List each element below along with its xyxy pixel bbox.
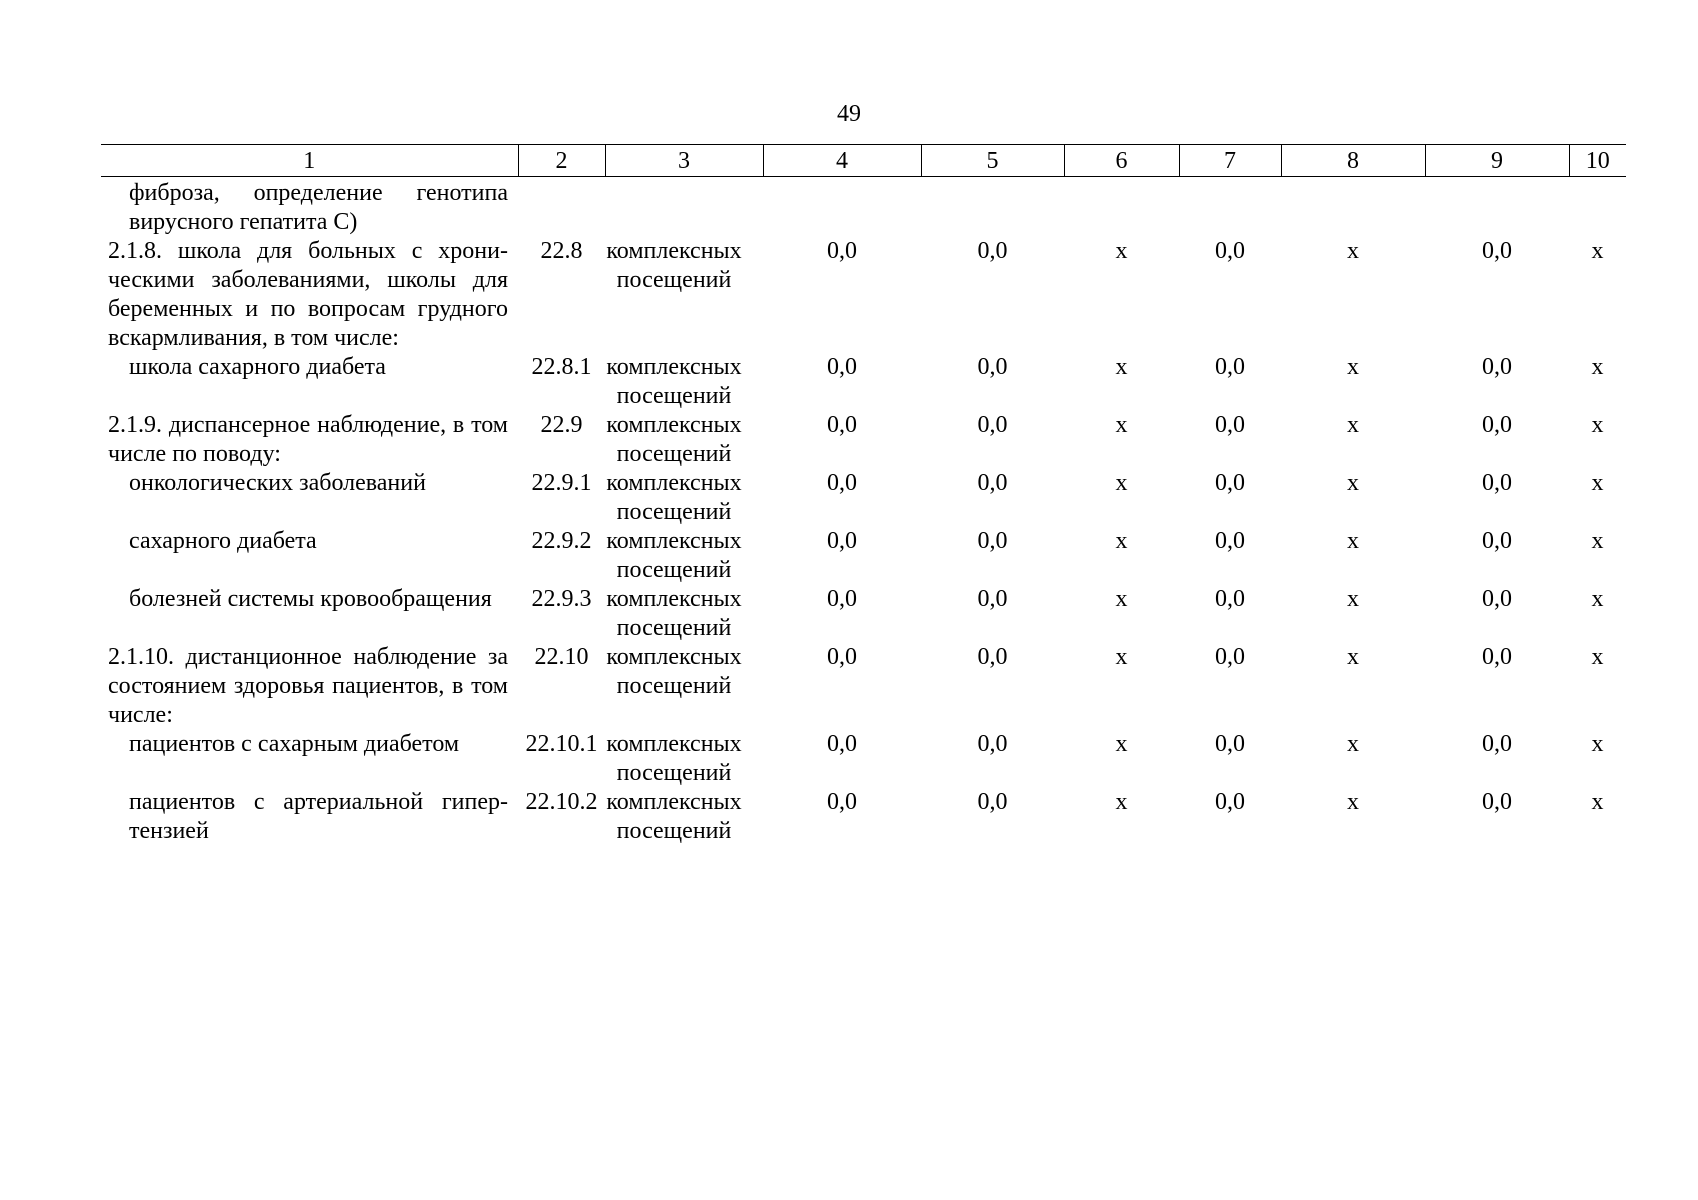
row-unit: комплексных посещений bbox=[606, 586, 742, 641]
row-value-col8: х bbox=[1347, 644, 1359, 670]
row-code: 22.9.2 bbox=[531, 528, 592, 554]
row-name: пациентов с сахарным диабетом bbox=[129, 731, 460, 757]
row-value-col4: 0,0 bbox=[827, 586, 857, 612]
row-value-col7: 0,0 bbox=[1215, 354, 1245, 380]
row-value-col4: 0,0 bbox=[827, 238, 857, 264]
row-value-col4 bbox=[763, 177, 921, 238]
row-unit: комплексных посещений bbox=[606, 731, 742, 786]
row-value-col10: х bbox=[1591, 238, 1604, 264]
row-value-col4: 0,0 bbox=[827, 731, 857, 757]
row-unit bbox=[605, 177, 763, 238]
row-value-col10: х bbox=[1591, 644, 1604, 670]
row-code: 22.9.1 bbox=[531, 470, 592, 496]
row-value-col7: 0,0 bbox=[1215, 238, 1245, 264]
table-row bbox=[101, 411, 1626, 469]
row-code: 22.8.1 bbox=[531, 354, 592, 380]
row-code: 22.8 bbox=[540, 238, 583, 264]
row-unit: комплексных посещений bbox=[606, 470, 742, 525]
row-value-col6: х bbox=[1115, 586, 1128, 612]
row-value-col5: 0,0 bbox=[977, 528, 1008, 554]
row-value-col4: 0,0 bbox=[827, 644, 857, 670]
row-value-col6: х bbox=[1115, 412, 1128, 438]
row-value-col5: 0,0 bbox=[977, 586, 1008, 612]
column-header-10: 10 bbox=[1569, 145, 1626, 177]
data-table bbox=[101, 144, 1626, 846]
row-value-col7: 0,0 bbox=[1215, 586, 1245, 612]
row-value-col9 bbox=[1425, 177, 1569, 238]
table-body bbox=[101, 177, 1626, 847]
column-header-8: 8 bbox=[1281, 145, 1425, 177]
row-name: 2.1.10. дистанционное наблюдение за состоянием здоровья пациентов, в том числе: bbox=[108, 644, 508, 728]
row-value-col10: х bbox=[1591, 731, 1604, 757]
row-unit: комплексных посещений bbox=[606, 644, 742, 699]
row-value-col8: х bbox=[1347, 789, 1359, 815]
table-row bbox=[101, 469, 1626, 527]
table-row bbox=[101, 585, 1626, 643]
row-value-col7: 0,0 bbox=[1215, 412, 1245, 438]
row-value-col9: 0,0 bbox=[1482, 644, 1512, 670]
row-name: 2.1.8. школа для больных с хроническими заболеваниями, школы для беременных и по вопросам грудного вскармливания, в том числе: bbox=[108, 238, 508, 351]
row-value-col9: 0,0 bbox=[1482, 354, 1512, 380]
column-header-3: 3 bbox=[605, 145, 763, 177]
table-row bbox=[101, 527, 1626, 585]
row-value-col8: х bbox=[1347, 354, 1359, 380]
row-value-col8: х bbox=[1347, 238, 1359, 264]
column-header-1: 1 bbox=[101, 145, 518, 177]
row-value-col4: 0,0 bbox=[827, 412, 857, 438]
row-value-col4: 0,0 bbox=[827, 470, 857, 496]
row-unit: комплексных посещений bbox=[606, 789, 742, 844]
row-value-col7: 0,0 bbox=[1215, 789, 1245, 815]
row-value-col7: 0,0 bbox=[1215, 731, 1245, 757]
row-value-col10: х bbox=[1591, 528, 1604, 554]
column-header-2: 2 bbox=[518, 145, 605, 177]
row-value-col10: х bbox=[1591, 412, 1604, 438]
row-value-col9: 0,0 bbox=[1482, 412, 1512, 438]
row-value-col6: х bbox=[1115, 354, 1128, 380]
row-value-col10 bbox=[1569, 177, 1626, 238]
column-header-4: 4 bbox=[763, 145, 921, 177]
row-code: 22.10.2 bbox=[525, 789, 598, 815]
row-value-col10: х bbox=[1591, 586, 1604, 612]
row-value-col8: х bbox=[1347, 470, 1359, 496]
row-code: 22.10 bbox=[534, 644, 589, 670]
row-value-col6: х bbox=[1115, 731, 1128, 757]
row-value-col5: 0,0 bbox=[977, 644, 1008, 670]
table-row bbox=[101, 353, 1626, 411]
row-value-col5 bbox=[921, 177, 1064, 238]
row-value-col6: х bbox=[1115, 644, 1128, 670]
row-value-col8 bbox=[1281, 177, 1425, 238]
table-row bbox=[101, 643, 1626, 730]
row-value-col9: 0,0 bbox=[1482, 789, 1512, 815]
column-header-5: 5 bbox=[921, 145, 1064, 177]
row-value-col10: х bbox=[1591, 354, 1604, 380]
table-row bbox=[101, 788, 1626, 846]
row-name: болезней системы кровообращения bbox=[129, 586, 492, 612]
row-value-col6: х bbox=[1115, 238, 1128, 264]
page-number: 49 bbox=[837, 101, 861, 127]
table-header bbox=[101, 145, 1626, 177]
column-header-6: 6 bbox=[1064, 145, 1179, 177]
header-row bbox=[101, 145, 1626, 177]
row-name: сахарного диабета bbox=[129, 528, 317, 554]
row-unit: комплексных посещений bbox=[606, 528, 742, 583]
row-name: 2.1.9. диспансерное наблюдение, в том числе по поводу: bbox=[108, 412, 508, 467]
row-name: пациентов с артериальной гипертензией bbox=[129, 789, 508, 844]
row-value-col9: 0,0 bbox=[1482, 528, 1512, 554]
row-name: фиброза, определение генотипа вирусного гепатита С) bbox=[129, 180, 508, 235]
table-row bbox=[101, 237, 1626, 353]
row-code: 22.9 bbox=[540, 412, 583, 438]
row-code bbox=[518, 177, 605, 238]
row-value-col6: х bbox=[1115, 528, 1128, 554]
row-value-col8: х bbox=[1347, 528, 1359, 554]
row-value-col5: 0,0 bbox=[977, 412, 1008, 438]
row-unit: комплексных посещений bbox=[606, 412, 742, 467]
row-value-col8: х bbox=[1347, 586, 1359, 612]
row-value-col9: 0,0 bbox=[1482, 238, 1512, 264]
row-value-col7 bbox=[1179, 177, 1281, 238]
row-name: школа сахарного диабета bbox=[129, 354, 386, 380]
row-unit: комплексных посещений bbox=[606, 238, 742, 293]
row-value-col5: 0,0 bbox=[977, 354, 1008, 380]
row-value-col9: 0,0 bbox=[1482, 470, 1512, 496]
table-row bbox=[101, 177, 1626, 238]
row-value-col7: 0,0 bbox=[1215, 528, 1245, 554]
row-value-col4: 0,0 bbox=[827, 789, 857, 815]
column-header-7: 7 bbox=[1179, 145, 1281, 177]
row-value-col6: х bbox=[1115, 470, 1128, 496]
row-value-col10: х bbox=[1591, 789, 1604, 815]
table-row bbox=[101, 730, 1626, 788]
row-value-col5: 0,0 bbox=[977, 470, 1008, 496]
row-unit: комплексных посещений bbox=[606, 354, 742, 409]
row-value-col6 bbox=[1064, 177, 1179, 238]
row-value-col7: 0,0 bbox=[1215, 470, 1245, 496]
row-value-col4: 0,0 bbox=[827, 354, 857, 380]
row-value-col9: 0,0 bbox=[1482, 731, 1512, 757]
row-code: 22.9.3 bbox=[531, 586, 592, 612]
row-value-col4: 0,0 bbox=[827, 528, 857, 554]
row-value-col6: х bbox=[1115, 789, 1128, 815]
row-name: онкологических заболеваний bbox=[129, 470, 426, 496]
row-value-col5: 0,0 bbox=[977, 238, 1008, 264]
row-value-col8: х bbox=[1347, 412, 1359, 438]
column-header-9: 9 bbox=[1425, 145, 1569, 177]
row-value-col7: 0,0 bbox=[1215, 644, 1245, 670]
row-value-col5: 0,0 bbox=[977, 789, 1008, 815]
row-code: 22.10.1 bbox=[525, 731, 598, 757]
row-value-col9: 0,0 bbox=[1482, 586, 1512, 612]
row-value-col10: х bbox=[1591, 470, 1604, 496]
row-value-col8: х bbox=[1347, 731, 1359, 757]
row-value-col5: 0,0 bbox=[977, 731, 1008, 757]
